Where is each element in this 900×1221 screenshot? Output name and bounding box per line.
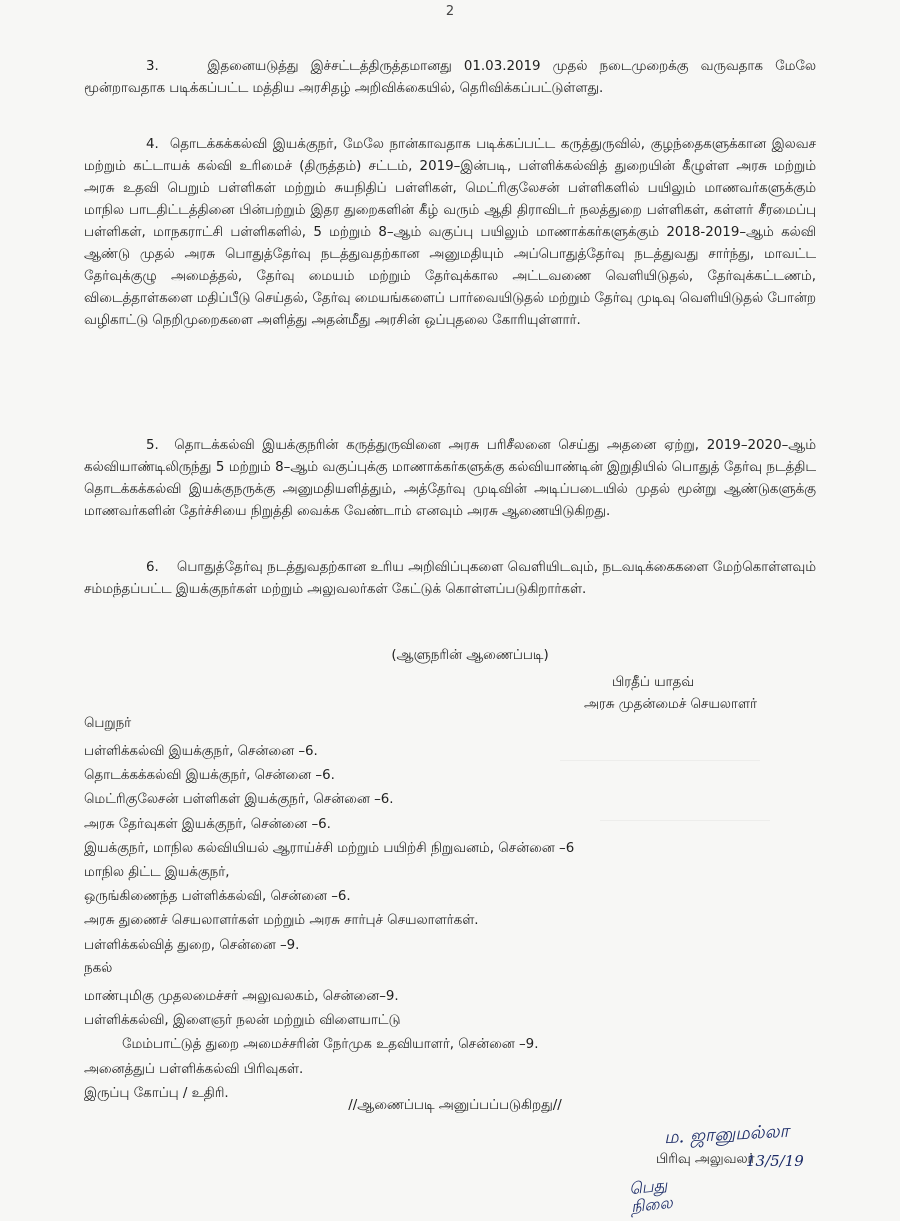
copy-item: பள்ளிக்கல்வி, இளைஞர் நலன் மற்றும் விளையாட்டு xyxy=(84,1013,401,1029)
copy-item: மாண்புமிகு முதலமைச்சர் அலுவலகம், சென்னை–9. xyxy=(84,989,399,1004)
recipients-list xyxy=(84,740,824,958)
recipient-item: ஒருங்கிணைந்த பள்ளிக்கல்வி, சென்னை –6. xyxy=(84,889,351,905)
recipient-item: பள்ளிக்கல்வி இயக்குநர், சென்னை –6. xyxy=(84,744,318,759)
handwritten-signature: ம. ஜானுமல்லா xyxy=(663,1120,790,1149)
paragraph-5-number: 5. xyxy=(146,438,159,453)
recipient-item: மாநில திட்ட இயக்குநர், xyxy=(84,865,230,881)
forwarded-by-order-line: //ஆணைப்படி அனுப்பப்படுகிறது// xyxy=(348,1098,562,1113)
page-number: 2 xyxy=(445,4,455,19)
copy-list xyxy=(84,985,824,1106)
copy-heading: நகல் xyxy=(84,961,113,976)
section-officer-title: பிரிவு அலுவலர் xyxy=(656,1152,755,1167)
handwritten-date: 13/5/19 xyxy=(746,1152,804,1170)
paragraph-6 xyxy=(84,557,816,601)
paragraph-3-number: 3. xyxy=(146,59,159,74)
recipient-item: தொடக்கக்கல்வி இயக்குநர், சென்னை –6. xyxy=(84,768,335,784)
paragraph-5-text: தொடக்கல்வி இயக்குநரின் கருத்துருவினை அரசு பரிசீலனை செய்து அதனை ஏற்று, 2019–2020–ஆம் கல்வியாண்டிலிருந்து 5 மற்றும் 8–ஆம் வகுப்புக்கு மாணாக்கர்களுக்கு கல்வியாண்டின் இறுதியில் பொதுத் தேர்வு நடத்திட தொடக்கக்கல்வி இயக்குநருக்கு அனுமதியளித்தும், அத்தேர்வு முடிவின் அடிப்படையில் முதல் மூன்று ஆண்டுகளுக்கு மாணவர்களின் தேர்ச்சியை நிறுத்தி வைக்க வேண்டாம் எனவும் அரசு ஆணையிடுகிறது. xyxy=(84,438,816,519)
recipient-item: இயக்குநர், மாநில கல்வியியல் ஆராய்ச்சி மற்றும் பயிற்சி நிறுவனம், சென்னை –6 xyxy=(84,840,575,856)
faint-bleed-through-line xyxy=(600,820,770,821)
paragraph-5 xyxy=(84,435,816,523)
paragraph-3 xyxy=(84,56,816,100)
copy-item: மேம்பாட்டுத் துறை அமைச்சரின் நேர்முக உதவியாளர், சென்னை –9. xyxy=(122,1037,539,1053)
governor-order-line: (ஆளுநரின் ஆணைப்படி) xyxy=(391,648,549,663)
paragraph-4 xyxy=(84,134,816,332)
recipient-item: பள்ளிக்கல்வித் துறை, சென்னை –9. xyxy=(84,937,300,953)
faint-bleed-through-line xyxy=(560,760,760,761)
signatory-name: பிரதீப் யாதவ் xyxy=(612,675,695,690)
recipient-item: அரசு துணைச் செயலாளர்கள் மற்றும் அரசு சார்புச் செயலாளர்கள். xyxy=(84,913,479,929)
copy-item: அனைத்துப் பள்ளிக்கல்வி பிரிவுகள். xyxy=(84,1061,304,1077)
handwritten-initials: பெது நிலை xyxy=(628,1175,674,1217)
paragraph-6-text: பொதுத்தேர்வு நடத்துவதற்கான உரிய அறிவிப்புகளை வெளியிடவும், நடவடிக்கைகளை மேற்கொள்ளவும் சம்மந்தப்பட்ட இயக்குநர்கள் மற்றும் அலுவலர்கள் கேட்டுக் கொள்ளப்படுகிறார்கள். xyxy=(84,560,817,597)
paragraph-3-text: இதனையடுத்து இச்சட்டத்திருத்தமானது 01.03.2019 முதல் நடைமுறைக்கு வருவதாக மேலே மூன்றாவதாக படிக்கப்பட்ட மத்திய அரசிதழ் அறிவிக்கையில், தெரிவிக்கப்பட்டுள்ளது. xyxy=(84,59,816,96)
paragraph-4-number: 4. xyxy=(146,137,159,152)
signatory-title: அரசு முதன்மைச் செயலாளர் xyxy=(584,697,757,712)
recipients-heading: பெறுநர் xyxy=(84,716,132,731)
paragraph-6-number: 6. xyxy=(146,560,159,575)
paragraph-4-text: தொடக்கக்கல்வி இயக்குநர், மேலே நான்காவதாக படிக்கப்பட்ட கருத்துருவில், குழந்தைகளுக்கான இலவச மற்றும் கட்டாயக் கல்வி உரிமைச் (திருத்தம்) சட்டம், 2019–இன்படி, பள்ளிக்கல்வித் துறையின் கீழுள்ள அரசு மற்றும் அரசு உதவி பெறும் பள்ளிகள் மற்றும் சுயநிதிப் பள்ளிகள், மெட்ரிகுலேசன் பள்ளிகளில் பயிலும் மாணவர்களுக்கும் மாநில பாடதிட்டத்தினை பின்பற்றும் இதர துறைகளின் கீழ் வரும் ஆதி திராவிடர் நலத்துறை பள்ளிகள், கள்ளர் சீரமைப்பு பள்ளிகள், மாநகராட்சி பள்ளிகளில், 5 மற்றும் 8–ஆம் வகுப்பு பயிலும் மாணாக்கர்களுக்கும் 2018-2019–ஆம் கல்வி ஆண்டு முதல் அரசு பொதுத்தேர்வு நடத்துவதற்கான அனுமதியும் அப்பொதுத்தேர்வு நடத்துவது சார்ந்து, மாவட்ட தேர்வுக்குழு அமைத்தல், தேர்வு மையம் மற்றும் தேர்வுக்கால அட்டவணை வெளியிடுதல், தேர்வுக்கட்டணம், விடைத்தாள்களை மதிப்பீடு செய்தல், தேர்வு மையங்களைப் பார்வையிடுதல் மற்றும் தேர்வு முடிவு வெளியிடுதல் போன்ற வழிகாட்டு நெறிமுறைகளை அளித்து அதன்மீது அரசின் ஒப்புதலை கோரியுள்ளார். xyxy=(84,137,816,328)
recipient-item: மெட்ரிகுலேசன் பள்ளிகள் இயக்குநர், சென்னை –6. xyxy=(84,792,394,808)
copy-item: இருப்பு கோப்பு / உதிரி. xyxy=(84,1085,229,1101)
recipient-item: அரசு தேர்வுகள் இயக்குநர், சென்னை –6. xyxy=(84,816,331,832)
